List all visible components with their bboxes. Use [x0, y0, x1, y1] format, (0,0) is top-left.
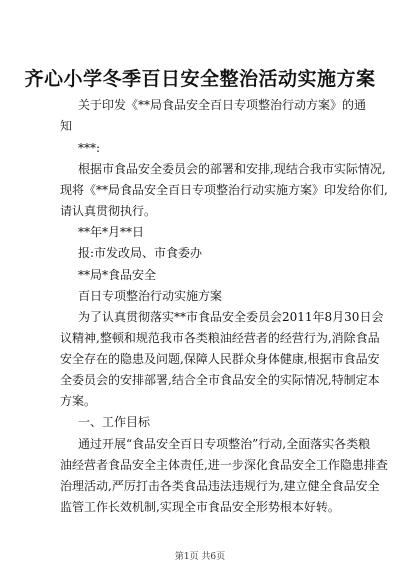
date-line: **年*月**日 [78, 225, 145, 239]
document-title: 齐心小学冬季百日安全整治活动实施方案 [24, 68, 376, 90]
notice-heading-line-2: 知 [60, 119, 73, 133]
body-line: 监管工作长效机制,实现全市食品安全形势根本好转。 [60, 500, 340, 514]
body-line: 安全存在的隐患及问题,保障人民群众身体健康,根据市食品安 [60, 352, 380, 366]
body-line: 通过开展“食品安全百日专项整治”行动,全面落实各类粮 [78, 437, 371, 451]
notice-heading-line-1: 关于印发《**局食品安全百日专项整治行动方案》的通 [78, 98, 367, 112]
report-to-line: 报:市发改局、市食委办 [78, 246, 203, 260]
body-line: 油经营者食品安全主体责任,进一步深化食品安全工作隐患排查 [60, 458, 388, 472]
recipient-line: ***: [78, 141, 101, 155]
page-footer: 第1页 共6页 [174, 552, 226, 562]
issuer-line: **局*食品安全 [78, 268, 157, 282]
body-line: 全委员会的安排部署,结合全市食品安全的实际情况,特制定本 [60, 373, 380, 387]
body-line: 现将《**局食品安全百日专项整治行动实施方案》印发给你们, [60, 183, 388, 197]
body-line: 根据市食品安全委员会的部署和安排,现结合我市实际情况, [78, 162, 386, 176]
plan-title-line: 百日专项整治行动实施方案 [78, 289, 223, 303]
body-line: 方案。 [60, 394, 97, 408]
body-line: 议精神,整顿和规范我市各类粮油经营者的经营行为,消除食品 [60, 331, 380, 345]
body-line: 为了认真贯彻落实**市食品安全委员会2011年8月30日会 [78, 310, 384, 324]
body-line: 治理活动,严厉打击各类食品违法违规行为,建立健全食品安全 [60, 479, 380, 493]
section-heading: 一、工作目标 [78, 415, 151, 429]
body-line: 请认真贯彻执行。 [60, 204, 157, 218]
